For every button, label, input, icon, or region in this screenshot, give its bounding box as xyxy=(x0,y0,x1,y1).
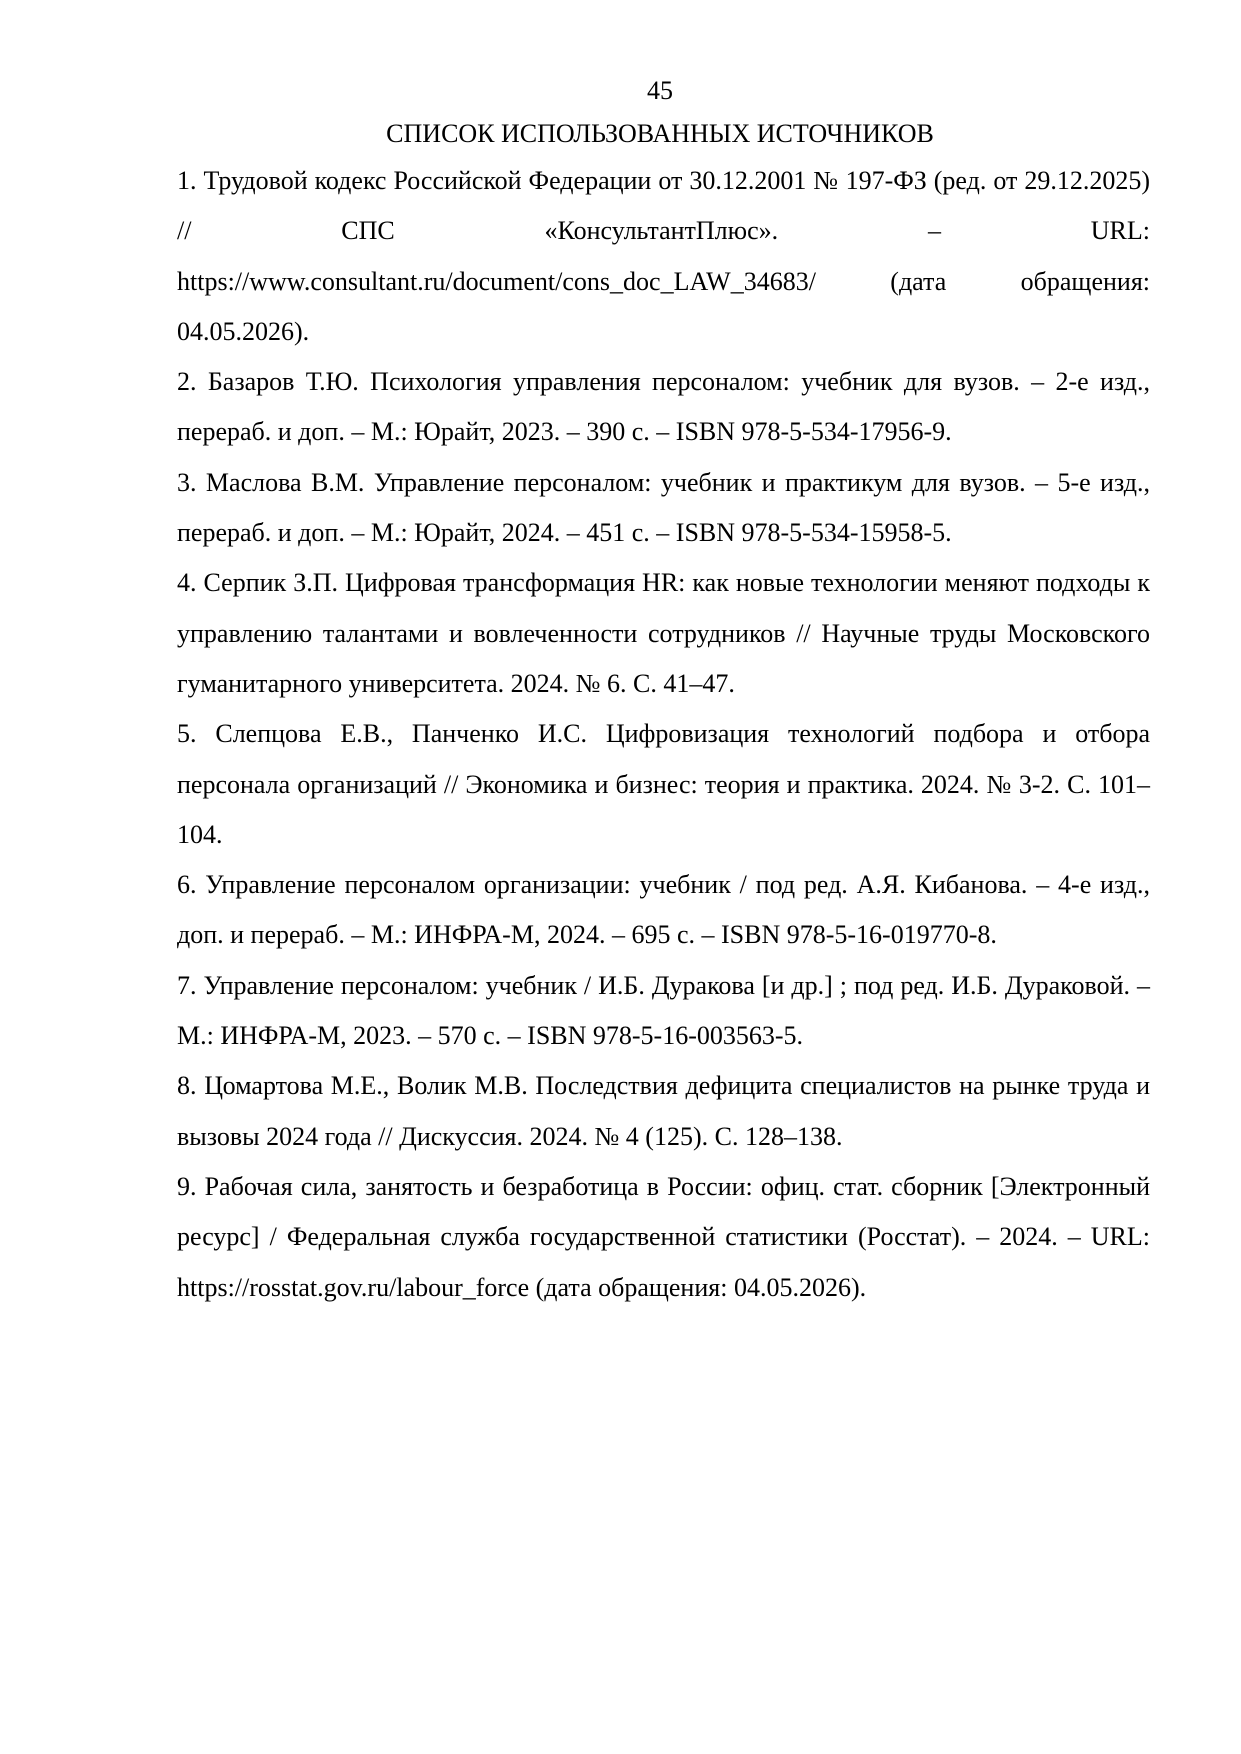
reference-item-2: 2. Базаров Т.Ю. Психология управления персоналом: учебник для вузов. – 2-е изд., перераб. и доп. – М.: Юрайт, 2023. – 390 с. – ISBN 978-5-534-17956-9. xyxy=(177,367,1150,447)
reference-item-7: 7. Управление персоналом: учебник / И.Б. Дуракова [и др.] ; под ред. И.Б. Дураковой. – М.: ИНФРА-М, 2023. – 570 с. – ISBN 978-5-16-003563-5. xyxy=(177,970,1150,1051)
page-number: 45 xyxy=(647,76,673,105)
reference-item-8: 8. Цомартова М.Е., Волик М.В. Последствия дефицита специалистов на рынке труда и вызовы 2024 года // Дискуссия. 2024. № 4 (125). С. 128–138. xyxy=(177,1071,1150,1151)
reference-item-5: 5. Слепцова Е.В., Панченко И.С. Цифровизация технологий подбора и отбора персонала организаций // Экономика и бизнес: теория и практика. 2024. № 3-2. С. 101–104. xyxy=(177,719,1150,849)
reference-item-9: 9. Рабочая сила, занятость и безработица в России: офиц. стат. сборник [Электронный ресурс] / Федеральная служба государственной статистики (Росстат). – 2024. – URL: https://rosstat.gov.ru/labour_force (дата обращения: 04.05.2026). xyxy=(177,1171,1150,1302)
reference-item-4: 4. Серпик З.П. Цифровая трансформация HR: как новые технологии меняют подходы к управлению талантами и вовлеченности сотрудников // Научные труды Московского гуманитарного университета. 2024. № 6. С. 41–47. xyxy=(177,568,1150,698)
reference-item-1: 1. Трудовой кодекс Российской Федерации от 30.12.2001 № 197-ФЗ (ред. от 29.12.2025) // СПС «КонсультантПлюс». – URL: https://www.consultant.ru/document/cons_doc_LAW_34683/ (дата обращения: 04.05.2026). xyxy=(177,166,1150,346)
reference-list xyxy=(177,156,1150,1313)
reference-item-3: 3. Маслова В.М. Управление персоналом: учебник и практикум для вузов. – 5-е изд., перераб. и доп. – М.: Юрайт, 2024. – 451 с. – ISBN 978-5-534-15958-5. xyxy=(177,467,1150,548)
page-title: СПИСОК ИСПОЛЬЗОВАННЫХ ИСТОЧНИКОВ xyxy=(386,119,934,148)
reference-item-6: 6. Управление персоналом организации: учебник / под ред. А.Я. Кибанова. – 4-е изд., доп. и перераб. – М.: ИНФРА-М, 2024. – 695 с. – ISBN 978-5-16-019770-8. xyxy=(177,870,1150,950)
